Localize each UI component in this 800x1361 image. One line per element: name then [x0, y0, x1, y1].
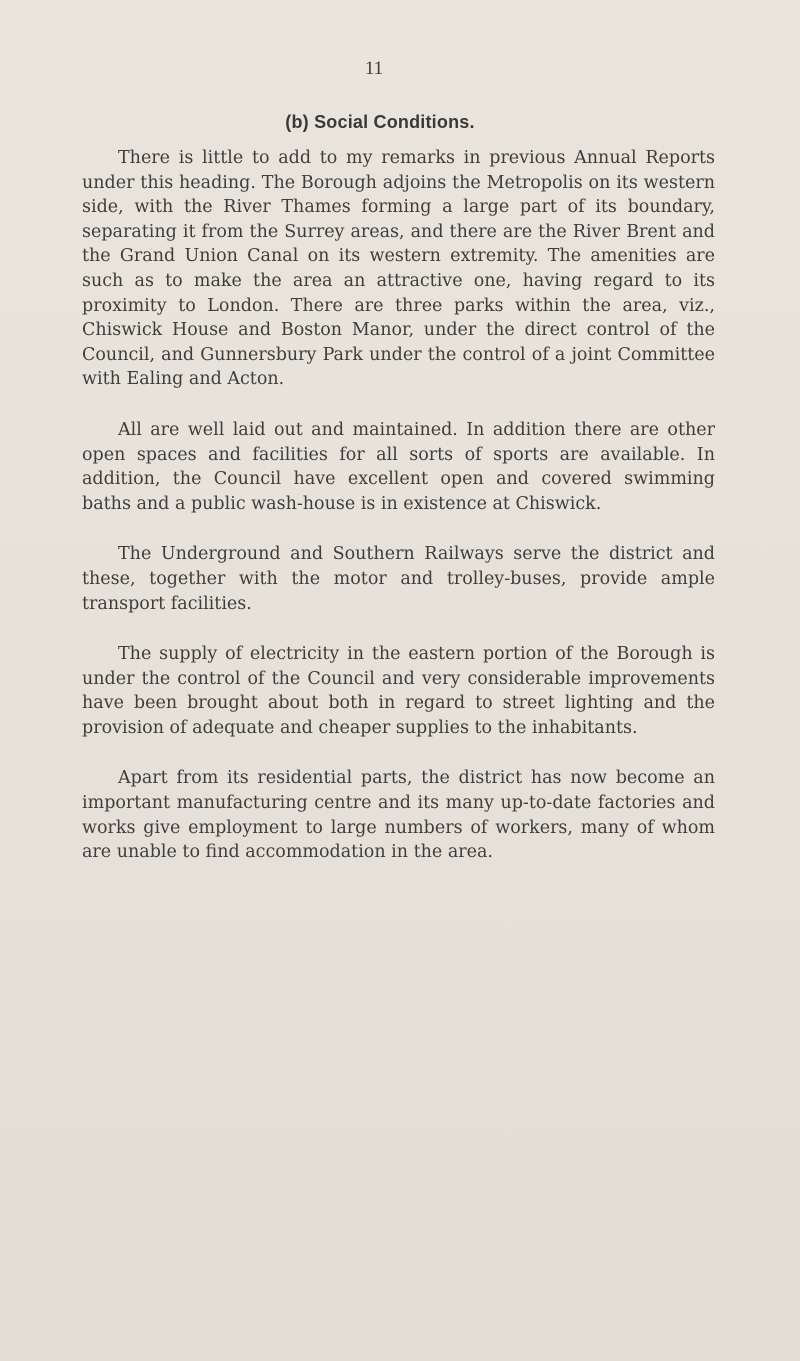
paragraph-2: All are well laid out and maintained. In addition there are other open spaces and facilities for all sorts of sports are available. In addition, the Council have excellent open and covered swimming baths and a public wash-house is in existence at Chiswick.: [82, 419, 715, 514]
paragraph-4: The supply of electricity in the eastern portion of the Borough is under the control of the Council and very considerable improvements have been brought about both in regard to street lighting and the provision of adequate and cheaper supplies to the inhabitants.: [82, 644, 715, 738]
page-number: 11: [364, 58, 384, 79]
section-heading: (b) Social Conditions.: [285, 112, 475, 132]
body-text: [82, 146, 715, 891]
paragraph-3: The Underground and Southern Railways serve the district and these, together with the motor and trolley-buses, provide ample transport facilities.: [82, 544, 715, 614]
paragraph-5: Apart from its residential parts, the district has now become an important manufacturing centre and its many up-to-date factories and works give employment to large numbers of workers, many of whom are unable to find accommodation in the area.: [82, 768, 715, 863]
paragraph-1: There is little to add to my remarks in previous Annual Reports under this heading. The Borough adjoins the Metropolis on its western side, with the River Thames forming a large part of its boundary, separating it from the Surrey areas, and there are the River Brent and the Grand Union Canal on its western extremity. The amenities are such as to make the area an attractive one, having regard to its proximity to London. There are three parks within the area, viz., Chiswick House and Boston Manor, under the direct control of the Council, and Gunnersbury Park under the control of a joint Committee with Ealing and Acton.: [82, 148, 715, 390]
